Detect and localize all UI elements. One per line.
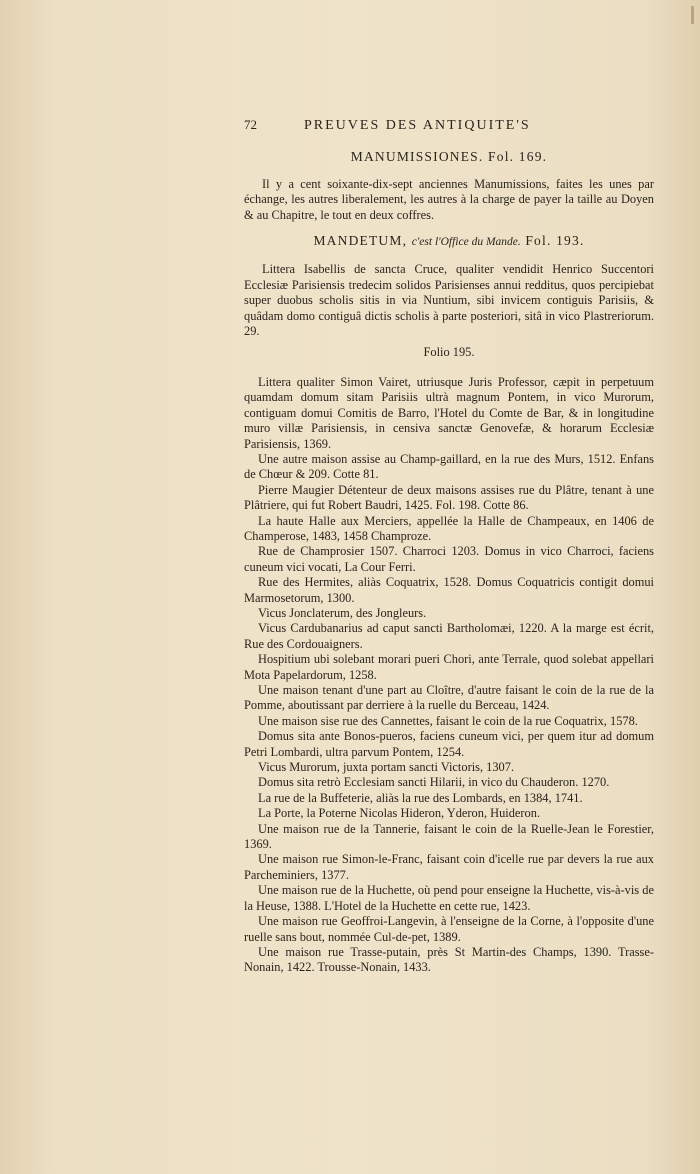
section-body-manumissiones: Il y a cent soixante-dix-sept anciennes Manumissions, faites les unes par échange, les autres liberalement, les autres à la charge de payer la taille au Doyen & au Chapitre, le tout en deux coffres. [244, 176, 654, 222]
section-title-manumissiones: MANUMISSIONES. Fol. 169. [350, 149, 548, 165]
entry-item: La rue de la Buffeterie, aliàs la rue des Lombards, en 1384, 1741. [258, 790, 583, 805]
running-title: PREUVES DES ANTIQUITE'S [304, 118, 531, 133]
section-title-folio: Fol. 193. [525, 233, 585, 249]
entry-item: Une autre maison assise au Champ-gaillard, en la rue des Murs, 1512. Enfans de Chœur & 209. Cotte 81. [244, 451, 654, 482]
entry-item: Pierre Maugier Détenteur de deux maisons assises rue du Plâtre, tenant à une Plâtriere, qui fut Robert Baudri, 1425. Fol. 198. Cotte 86. [244, 482, 654, 513]
entry-item: Une maison rue Simon-le-Franc, faisant coin d'icelle rue par devers la rue aux Parcheminiers, 1377. [244, 852, 654, 882]
entry-item: La haute Halle aux Merciers, appellée la Halle de Champeaux, en 1406 de Champerose, 1483, 1458 Champroze. [244, 513, 654, 543]
section-title-main: MANDETUM, [313, 233, 408, 249]
entry-item: Une maison rue de la Tannerie, faisant le coin de la Ruelle-Jean le Forestier, 1369. [244, 821, 654, 852]
entry-item: Hospitium ubi solebant morari pueri Chori, ante Terrale, quod solebat appellari Mota Papelardorum, 1258. [244, 652, 654, 682]
entry-item: Rue des Hermites, aliàs Coquatrix, 1528. Domus Coquatricis contigit domui Marmosetorum, 1300. [244, 575, 654, 605]
entry-item: Une maison rue de la Huchette, où pend pour enseigne la Huchette, vis-à-vis de la Heuse, 1388. L'Hotel de la Huchette en cette rue, 1423. [244, 883, 654, 913]
running-head [244, 117, 654, 133]
entry-item: La Porte, la Poterne Nicolas Hideron, Yderon, Huideron. [258, 806, 541, 821]
entry-item: Une maison rue Geoffroi-Langevin, à l'enseigne de la Corne, à l'opposite d'une ruelle sans bout, nommée Cul-de-pet, 1389. [244, 914, 654, 944]
entry-item: Rue de Champrosier 1507. Charroci 1203. Domus in vico Charroci, faciens cuneum vici vocati, La Cour Ferri. [244, 544, 654, 574]
entry-item: Domus sita ante Bonos-pueros, faciens cuneum vici, per quem itur ad domum Petri Lombardi, ultra parvum Pontem, 1254. [244, 729, 654, 759]
entry-item: Une maison sise rue des Cannettes, faisant le coin de la rue Coquatrix, 1578. [258, 713, 638, 728]
page-number: 72 [244, 117, 257, 132]
folio-heading: Folio 195. [423, 345, 475, 360]
page-edge-mark [691, 6, 694, 24]
entry-item: Domus sita retrò Ecclesiam sancti Hilarii, in vico du Chauderon. 1270. [258, 775, 610, 790]
entry-item: Une maison rue Trasse-putain, près St Martin-des Champs, 1390. Trasse-Nonain, 1422. Trousse-Nonain, 1433. [244, 944, 654, 975]
section-body-mandetum: Littera Isabellis de sancta Cruce, qualiter vendidit Henrico Succentori Ecclesiæ Parisiensis tredecim solidos Parisienses annui redditus, quos percipiebat super duobus scholis sitis in via Nuntium, sibi invicem contiguis Parisiis, & quâdam domo contiguâ dictis scholis à parte posteriori, sitâ in vico Plastreriorum. 29. [244, 262, 654, 339]
entry-item: Vicus Murorum, juxta portam sancti Victoris, 1307. [258, 760, 515, 775]
text-block [244, 117, 654, 976]
entry-item: Littera qualiter Simon Vairet, utriusque Juris Professor, cæpit in perpetuum quamdam domum sitam Parisiis ultrà magnum Pontem, in vico Murorum, contiguam domui Comitis de Barro, l'Hotel du Comte de Bar, & in longitudine muro villæ Parisiensis, in censiva sanctæ Genovefæ, & horarum Ecclesiæ Parisiensis, 1369. [244, 374, 654, 451]
entry-item: Une maison tenant d'une part au Cloître, d'autre faisant le coin de la rue de la Pomme, aboutissant par derriere à la ruelle du Berceau, 1424. [244, 683, 654, 713]
section-title-mandetum [244, 233, 654, 250]
entry-item: Vicus Cardubanarius ad caput sancti Bartholomæi, 1220. A la marge est écrit, Rue des Cordouaigners. [244, 621, 654, 651]
section-title-italic: c'est l'Office du Mande. [411, 236, 521, 249]
entry-item: Vicus Jonclaterum, des Jongleurs. [258, 605, 427, 620]
entry-list [244, 375, 654, 976]
